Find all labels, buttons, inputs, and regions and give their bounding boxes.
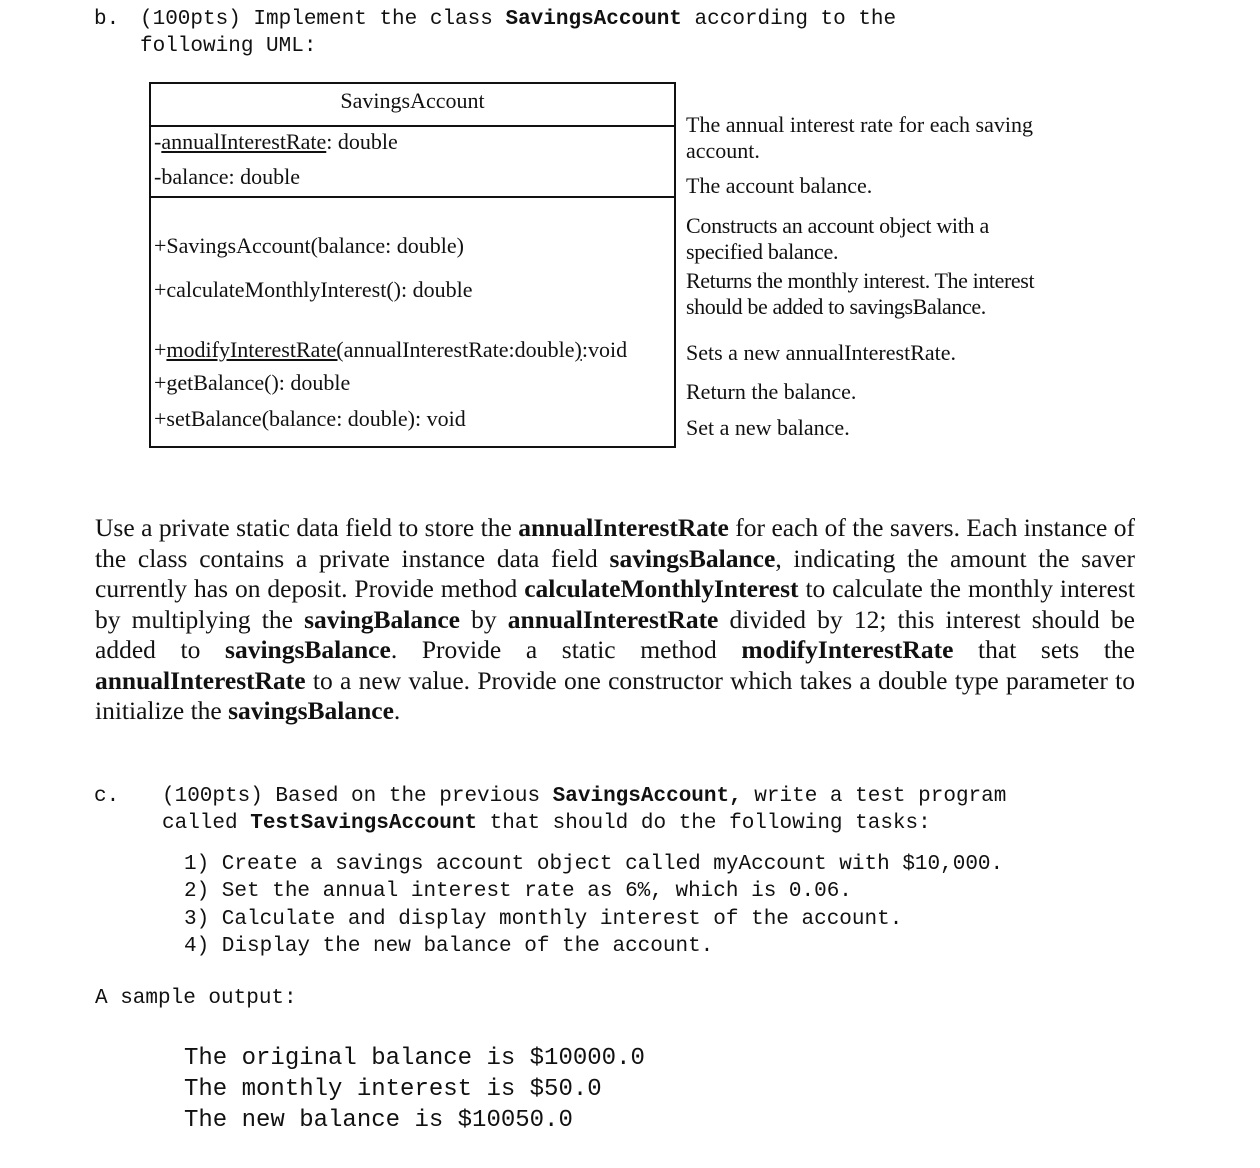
part-b-header (94, 6, 896, 60)
uml-field-annual-interest-rate: -annualInterestRate: double (154, 129, 398, 154)
uml-class-name: SavingsAccount (340, 88, 485, 113)
list-item: 2) Set the annual interest rate as 6%, which is 0.06. (184, 880, 852, 904)
part-b-line-2: following UML: (140, 35, 317, 58)
task-list (184, 851, 1003, 960)
list-item: 3) Calculate and display monthly interest of the account. (184, 907, 903, 931)
requirements-paragraph: Use a private static data field to store the annualInterestRate for each of the savers. Each instance of the class contains a private instance data field savingsBalance, indicating the amount the saver currently has on deposit. Provide method calculateMonthlyInterest to calculate the monthly interest by multiplying the savingBalance by annualInterestRate divided by 12; this interest should be added to savingsBalance. Provide a static method modifyInterestRate that sets the annualInterestRate to a new value. Provide one constructor which takes a double type parameter to initialize the savingsBalance. (95, 513, 1135, 725)
uml-divider-fields (151, 196, 674, 198)
uml-desc-set-balance: Set a new balance. (686, 415, 850, 440)
part-b-text-end: according to the (681, 8, 897, 31)
uml-desc-get-balance: Return the balance. (686, 379, 857, 404)
sample-output-line: The original balance is $10000.0 (184, 1045, 645, 1072)
uml-method-set-balance: +setBalance(balance: double): void (154, 406, 466, 431)
uml-divider-name (151, 125, 674, 127)
list-item: 1) Create a savings account object called myAccount with $10,000. (184, 853, 1004, 876)
sample-output-label: A sample output: (95, 987, 297, 1010)
uml-desc-balance: The account balance. (686, 173, 873, 198)
uml-method-get-balance: +getBalance(): double (154, 370, 351, 395)
uml-method-calculate-monthly-interest: +calculateMonthlyInterest(): double (154, 277, 473, 302)
uml-field-balance: -balance: double (154, 164, 300, 189)
uml-desc-annual-interest-rate: The annual interest rate for each saving account. (686, 112, 1033, 163)
uml-desc-calculate-monthly-interest: Returns the monthly interest. The interest should be added to savingsBalance. (686, 268, 1035, 319)
list-item: 4) Display the new balance of the account. (184, 934, 714, 958)
sample-output-line: The monthly interest is $50.0 (184, 1076, 602, 1103)
uml-method-modify-interest-rate: +modifyInterestRate(annualInterestRate:double):void (154, 337, 628, 362)
part-c-line-1: c. (100pts) Based on the previous SavingsAccount, write a test program (94, 785, 1007, 808)
part-b-text: (100pts) Implement the class (140, 8, 506, 31)
part-c-line-2: called TestSavingsAccount that should do the following tasks: (162, 812, 931, 835)
uml-class-box (149, 82, 676, 448)
uml-desc-constructor: Constructs an account object with a specified balance. (686, 213, 989, 264)
part-c-label: c. (94, 785, 120, 808)
part-c-header (94, 783, 1006, 837)
uml-method-constructor: +SavingsAccount(balance: double) (154, 233, 464, 258)
sample-output (184, 1043, 645, 1136)
uml-desc-modify-interest-rate: Sets a new annualInterestRate. (686, 340, 957, 365)
part-b-line-1 (94, 6, 896, 33)
class-name-bold: SavingsAccount (505, 8, 682, 31)
part-b-label: b. (94, 8, 120, 31)
sample-output-line: The new balance is $10050.0 (184, 1107, 573, 1134)
